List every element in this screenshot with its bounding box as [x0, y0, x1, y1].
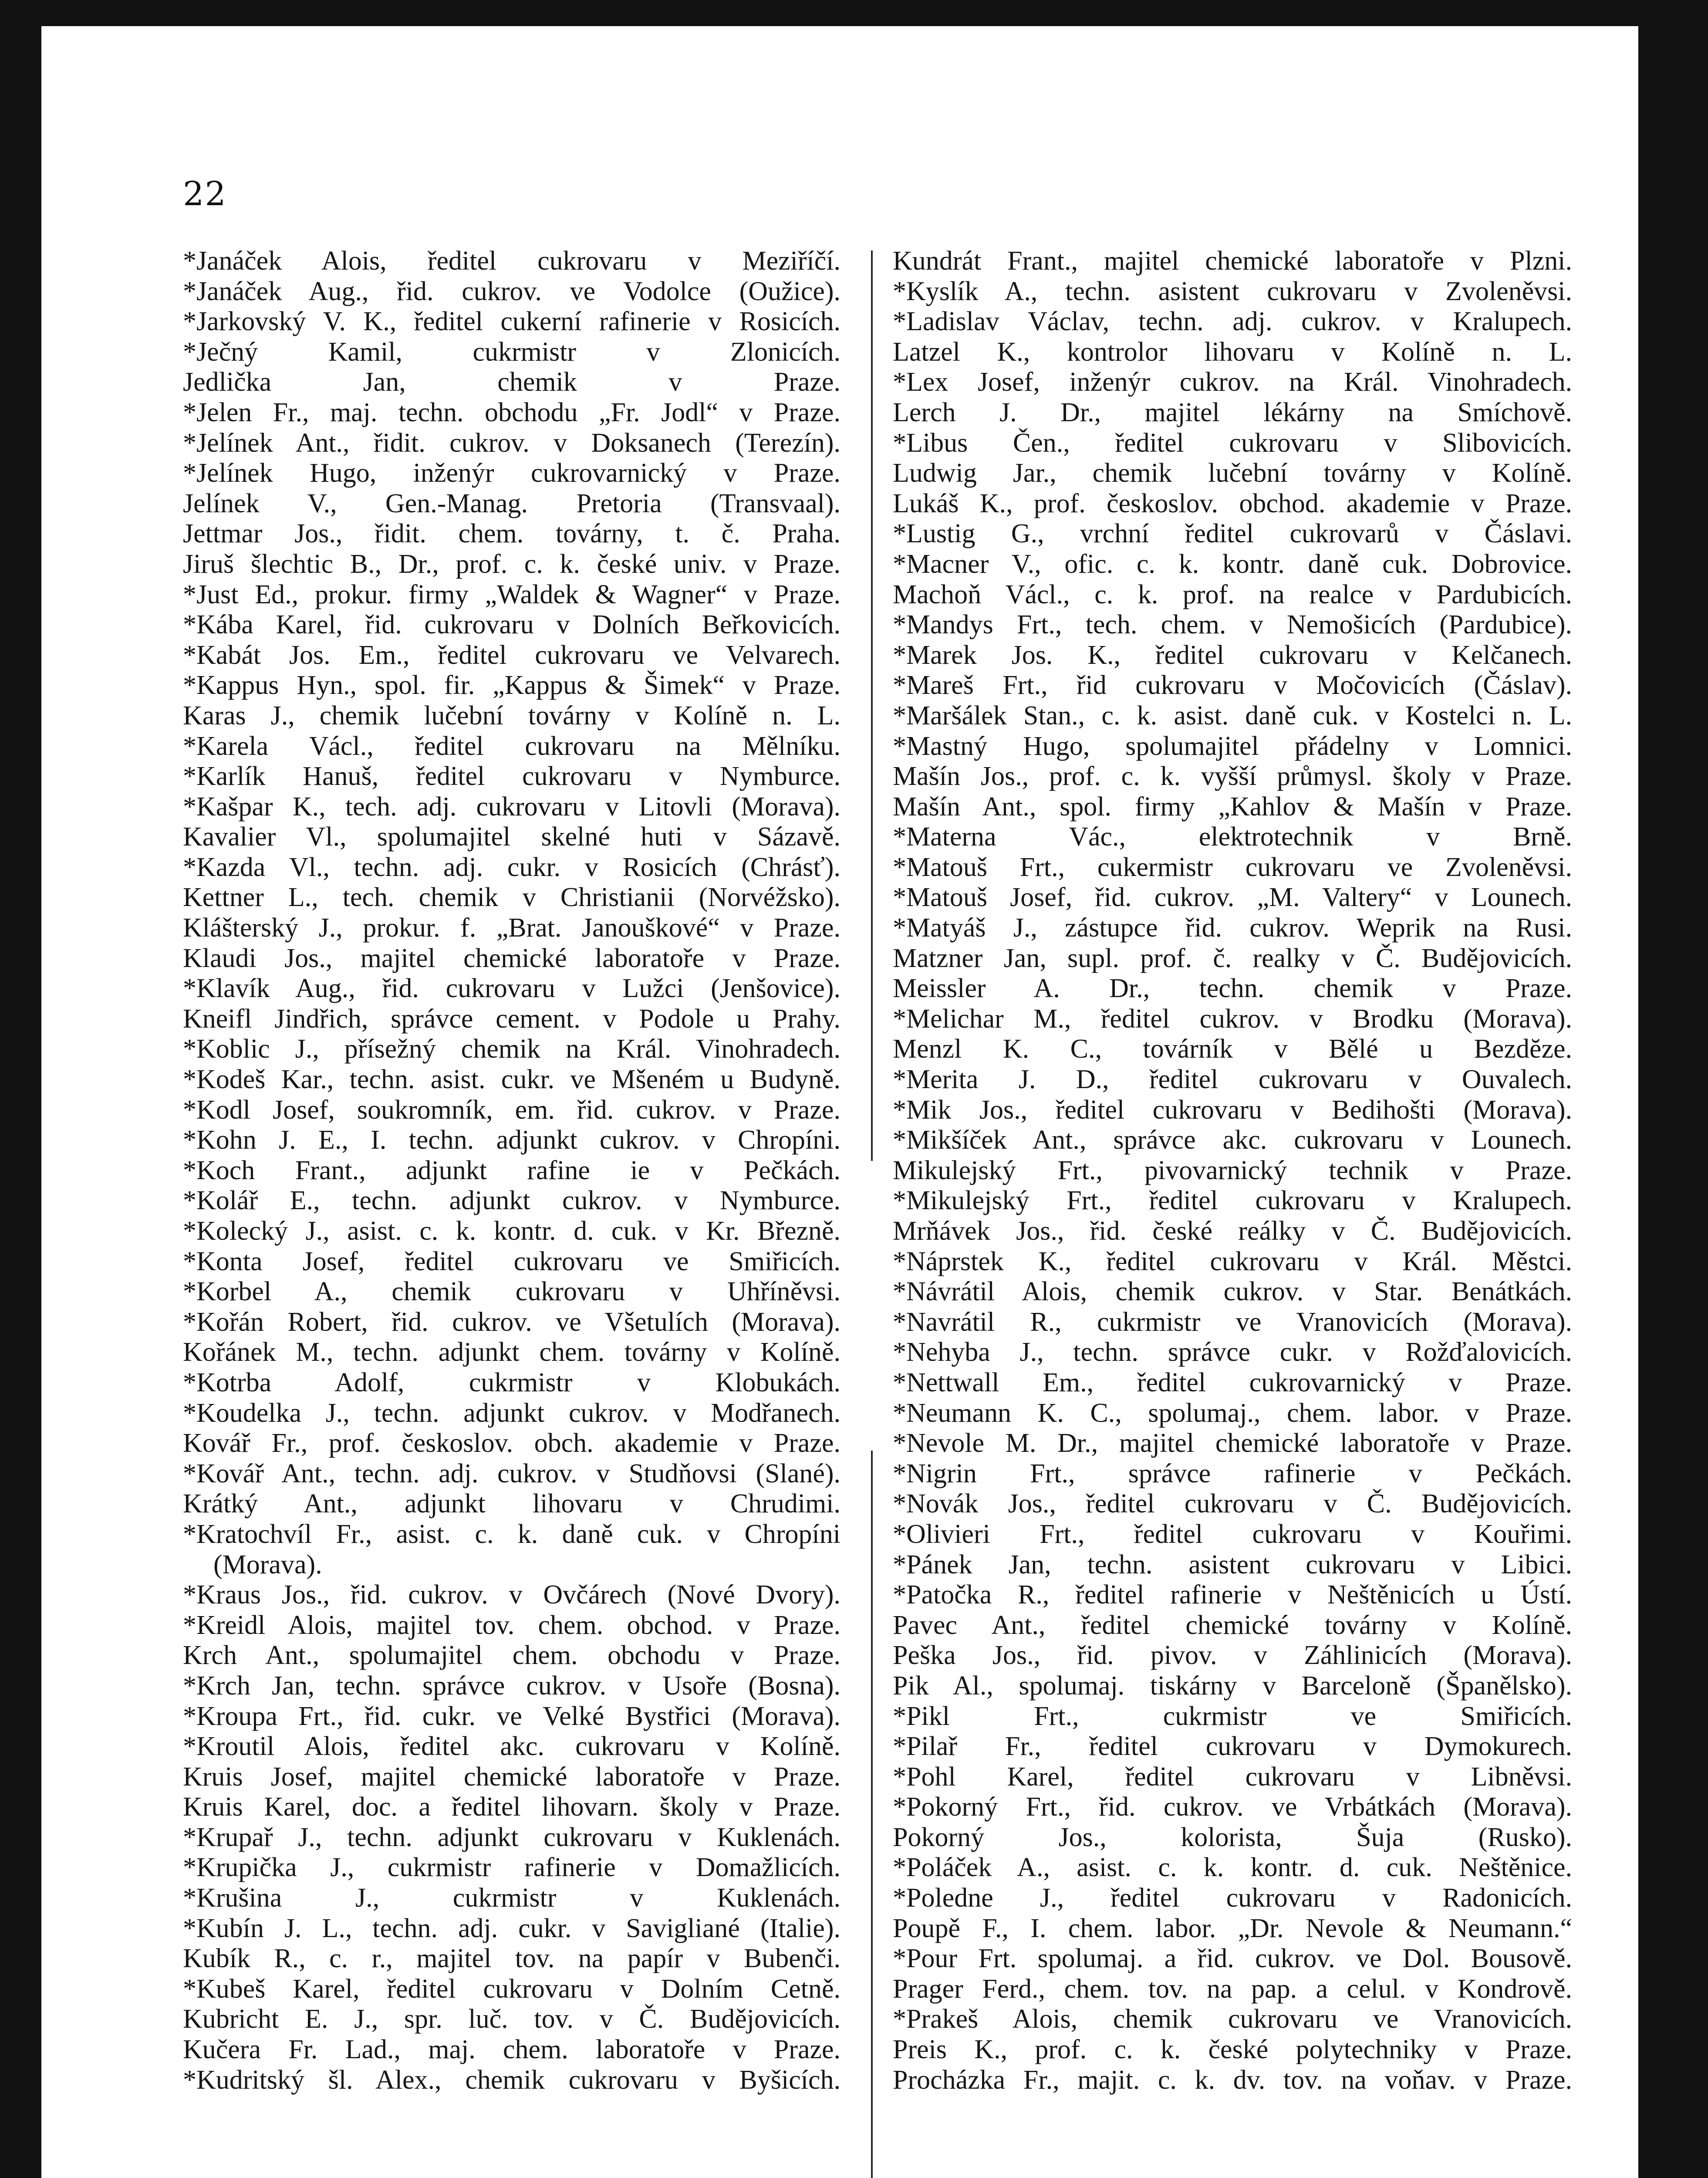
- directory-entry: *Karlík Hanuš, ředitel cukrovaru v Nymburce.: [183, 761, 840, 791]
- directory-entry: *Krch Jan, techn. správce cukrov. v Usoře (Bosna).: [183, 1671, 840, 1701]
- directory-entry: *Krušina J., cukrmistr v Kuklenách.: [183, 1883, 840, 1913]
- directory-entry: Krch Ant., spolumajitel chem. obchodu v Praze.: [183, 1640, 840, 1671]
- directory-entry: Kořánek M., techn. adjunkt chem. továrny v Kolíně.: [183, 1337, 840, 1367]
- directory-entry: *Konta Josef, ředitel cukrovaru ve Smiřicích.: [183, 1246, 840, 1276]
- directory-entry: *Just Ed., prokur. firmy „Waldek & Wagner“ v Praze.: [183, 579, 840, 609]
- directory-entry: Kubricht E. J., spr. luč. tov. v Č. Budějovicích.: [183, 2004, 840, 2034]
- directory-entry: Pokorný Jos., kolorista, Šuja (Rusko).: [893, 1822, 1572, 1852]
- directory-entry: *Matyáš J., zástupce řid. cukrov. Weprik na Rusi.: [893, 913, 1572, 943]
- directory-entry: Poupě F., I. chem. labor. „Dr. Nevole & Neumann.“: [893, 1913, 1572, 1943]
- directory-entry: *Mikulejský Frt., ředitel cukrovaru v Kralupech.: [893, 1186, 1572, 1216]
- directory-entry: Lukáš K., prof. českoslov. obchod. akademie v Praze.: [893, 488, 1572, 518]
- directory-entry: *Kovář Ant., techn. adj. cukrov. v Studňovsi (Slané).: [183, 1458, 840, 1488]
- directory-entry: Meissler A. Dr., techn. chemik v Praze.: [893, 974, 1572, 1004]
- directory-entry: *Kodl Josef, soukromník, em. řid. cukrov. v Praze.: [183, 1095, 840, 1125]
- directory-entry: *Kubeš Karel, ředitel cukrovaru v Dolním Cetně.: [183, 1974, 840, 2004]
- directory-entry: *Mareš Frt., řid cukrovaru v Močovicích (Čáslav).: [893, 670, 1572, 700]
- directory-entry: *Patočka R., ředitel rafinerie v Neštěnicích u Ústí.: [893, 1580, 1572, 1610]
- directory-entry: *Návrátil Alois, chemik cukrov. v Star. Benátkách.: [893, 1277, 1572, 1307]
- directory-entry: Klaudi Jos., majitel chemické laboratoře v Praze.: [183, 943, 840, 973]
- directory-entry: *Mikšíček Ant., správce akc. cukrovaru v Lounech.: [893, 1125, 1572, 1155]
- directory-entry: Mašín Ant., spol. firmy „Kahlov & Mašín v Praze.: [893, 791, 1572, 822]
- directory-entry: *Kraus Jos., řid. cukrov. v Ovčárech (Nové Dvory).: [183, 1580, 840, 1610]
- directory-entry: *Jarkovský V. K., ředitel cukerní rafinerie v Rosicích.: [183, 307, 840, 337]
- directory-entry: Mikulejský Frt., pivovarnický technik v Praze.: [893, 1155, 1572, 1185]
- directory-entry: *Matouš Frt., cukermistr cukrovaru ve Zvoleněvsi.: [893, 852, 1572, 882]
- directory-entry: *Prakeš Alois, chemik cukrovaru ve Vranovicích.: [893, 2004, 1572, 2034]
- directory-entry: *Kubín J. L., techn. adj. cukr. v Savigliané (Italie).: [183, 1913, 840, 1943]
- directory-entry: Kruis Josef, majitel chemické laboratoře v Praze.: [183, 1762, 840, 1792]
- directory-entry: *Pikl Frt., cukrmistr ve Smiřicích.: [893, 1701, 1572, 1731]
- directory-entry: Pik Al., spolumaj. tiskárny v Barceloně (Španělsko).: [893, 1671, 1572, 1701]
- directory-entry: *Kratochvíl Fr., asist. c. k. daně cuk. v Chropíni: [183, 1519, 840, 1549]
- scan-border-top: [0, 0, 1708, 26]
- directory-entry: *Kazda Vl., techn. adj. cukr. v Rosicích (Chrásť).: [183, 852, 840, 882]
- directory-entry: *Nehyba J., techn. správce cukr. v Rožďalovicích.: [893, 1337, 1572, 1367]
- directory-entry: *Pánek Jan, techn. asistent cukrovaru v Libici.: [893, 1549, 1572, 1579]
- directory-entry: *Matouš Josef, řid. cukrov. „M. Valtery“ v Lounech.: [893, 883, 1572, 913]
- directory-entry: Kettner L., tech. chemik v Christianii (Norvéžsko).: [183, 883, 840, 913]
- directory-entry: *Neumann K. C., spolumaj., chem. labor. v Praze.: [893, 1398, 1572, 1428]
- directory-entry: *Pohl Karel, ředitel cukrovaru v Libněvsi.: [893, 1762, 1572, 1792]
- directory-entry: *Mik Jos., ředitel cukrovaru v Bedihošti (Morava).: [893, 1095, 1572, 1125]
- directory-entry: Mrňávek Jos., řid. české reálky v Č. Budějovicích.: [893, 1216, 1572, 1246]
- directory-entry: *Klavík Aug., řid. cukrovaru v Lužci (Jenšovice).: [183, 974, 840, 1004]
- right-column: [893, 246, 1572, 2095]
- directory-entry: Mašín Jos., prof. c. k. vyšší průmysl. školy v Praze.: [893, 761, 1572, 791]
- directory-entry: Ludwig Jar., chemik lučební továrny v Kolíně.: [893, 458, 1572, 488]
- directory-entry: *Materna Vác., elektrotechnik v Brně.: [893, 822, 1572, 852]
- directory-entry: *Lustig G., vrchní ředitel cukrovarů v Čáslavi.: [893, 519, 1572, 549]
- directory-entry: *Koudelka J., techn. adjunkt cukrov. v Modřanech.: [183, 1398, 840, 1428]
- directory-entry: *Kába Karel, řid. cukrovaru v Dolních Beřkovicích.: [183, 610, 840, 640]
- directory-entry: *Koblic J., přísežný chemik na Král. Vinohradech.: [183, 1034, 840, 1064]
- directory-entry: *Novák Jos., ředitel cukrovaru v Č. Budějovicích.: [893, 1489, 1572, 1519]
- directory-entry: Kundrát Frant., majitel chemické laboratoře v Plzni.: [893, 246, 1572, 276]
- directory-entry: Kovář Fr., prof. českoslov. obch. akademie v Praze.: [183, 1428, 840, 1458]
- directory-entry: Klášterský J., prokur. f. „Brat. Janouškové“ v Praze.: [183, 913, 840, 943]
- directory-entry: Kneifl Jindřich, správce cement. v Podole u Prahy.: [183, 1004, 840, 1034]
- directory-entry: Kučera Fr. Lad., maj. chem. laboratoře v Praze.: [183, 2035, 840, 2065]
- directory-entry: *Kořán Robert, řid. cukrov. ve Všetulích (Morava).: [183, 1307, 840, 1337]
- directory-entry: *Kolář E., techn. adjunkt cukrov. v Nymburce.: [183, 1186, 840, 1216]
- directory-entry: Menzl K. C., továrník v Bělé u Bezdĕze.: [893, 1034, 1572, 1064]
- directory-entry: *Kašpar K., tech. adj. cukrovaru v Litovli (Morava).: [183, 791, 840, 822]
- left-column: [183, 246, 840, 2095]
- directory-entry: *Kolecký J., asist. c. k. kontr. d. cuk. v Kr. Březně.: [183, 1216, 840, 1246]
- directory-entry: Matzner Jan, supl. prof. č. realky v Č. Budějovicích.: [893, 943, 1572, 973]
- directory-entry: *Kreidl Alois, majitel tov. chem. obchod. v Praze.: [183, 1610, 840, 1640]
- directory-entry: Jedlička Jan, chemik v Praze.: [183, 367, 840, 397]
- directory-entry: *Poledne J., ředitel cukrovaru v Radonicích.: [893, 1883, 1572, 1913]
- column-divider: [871, 1451, 873, 2178]
- directory-entry: *Melichar M., ředitel cukrov. v Brodku (Morava).: [893, 1004, 1572, 1034]
- directory-entry: Preis K., prof. c. k. české polytechniky v Praze.: [893, 2035, 1572, 2065]
- directory-entry: *Macner V., ofic. c. k. kontr. daně cuk. Dobrovice.: [893, 549, 1572, 579]
- directory-entry: Karas J., chemik lučební továrny v Kolíně n. L.: [183, 700, 840, 731]
- directory-entry: *Krupař J., techn. adjunkt cukrovaru v Kuklenách.: [183, 1822, 840, 1852]
- directory-entry: *Marek Jos. K., ředitel cukrovaru v Kelčanech.: [893, 640, 1572, 670]
- directory-entry: Latzel K., kontrolor lihovaru v Kolíně n. L.: [893, 337, 1572, 367]
- directory-entry: *Kroupa Frt., řid. cukr. ve Velké Bystřici (Morava).: [183, 1701, 840, 1731]
- directory-entry: *Ječný Kamil, cukrmistr v Zlonicích.: [183, 337, 840, 367]
- directory-entry: *Nigrin Frt., správce rafinerie v Pečkách.: [893, 1458, 1572, 1488]
- scan-border-left: [0, 0, 41, 2178]
- directory-entry: Peška Jos., řid. pivov. v Záhlinicích (Morava).: [893, 1640, 1572, 1671]
- directory-entry: *Maršálek Stan., c. k. asist. daně cuk. v Kostelci n. L.: [893, 700, 1572, 731]
- directory-entry: *Navrátil R., cukrmistr ve Vranovicích (Morava).: [893, 1307, 1572, 1337]
- directory-entry: Jelínek V., Gen.-Manag. Pretoria (Transvaal).: [183, 488, 840, 518]
- directory-entry: *Pokorný Frt., řid. cukrov. ve Vrbátkách (Morava).: [893, 1792, 1572, 1822]
- directory-entry: *Jelínek Hugo, inženýr cukrovarnický v Praze.: [183, 458, 840, 488]
- directory-entry: *Kodeš Kar., techn. asist. cukr. ve Mšeném u Budyně.: [183, 1065, 840, 1095]
- directory-entry: *Nevole M. Dr., majitel chemické laboratoře v Praze.: [893, 1428, 1572, 1458]
- directory-entry: *Korbel A., chemik cukrovaru v Uhříněvsi.: [183, 1277, 840, 1307]
- directory-entry: *Kabát Jos. Em., ředitel cukrovaru ve Velvarech.: [183, 640, 840, 670]
- directory-entry: *Jelen Fr., maj. techn. obchodu „Fr. Jodl“ v Praze.: [183, 397, 840, 427]
- directory-entry: Krátký Ant., adjunkt lihovaru v Chrudimi.: [183, 1489, 840, 1519]
- directory-entry: Pavec Ant., ředitel chemické továrny v Kolíně.: [893, 1610, 1572, 1640]
- directory-entry: Jettmar Jos., řidit. chem. továrny, t. č. Praha.: [183, 519, 840, 549]
- directory-entry: *Nettwall Em., ředitel cukrovarnický v Praze.: [893, 1367, 1572, 1397]
- directory-entry: *Ladislav Václav, techn. adj. cukrov. v Kralupech.: [893, 307, 1572, 337]
- directory-entry: *Kotrba Adolf, cukrmistr v Klobukách.: [183, 1367, 840, 1397]
- directory-entry: Jiruš šlechtic B., Dr., prof. c. k. české univ. v Praze.: [183, 549, 840, 579]
- directory-entry: *Krupička J., cukrmistr rafinerie v Domažlicích.: [183, 1853, 840, 1883]
- directory-entry: *Merita J. D., ředitel cukrovaru v Ouvalech.: [893, 1065, 1572, 1095]
- directory-entry: *Pour Frt. spolumaj. a řid. cukrov. ve Dol. Bousově.: [893, 1944, 1572, 1974]
- directory-entry: *Kohn J. E., I. techn. adjunkt cukrov. v Chropíni.: [183, 1125, 840, 1155]
- directory-entry: *Koch Frant., adjunkt rafine ie v Pečkách.: [183, 1155, 840, 1185]
- directory-entry: *Lex Josef, inženýr cukrov. na Král. Vinohradech.: [893, 367, 1572, 397]
- directory-entry: *Janáček Aug., řid. cukrov. ve Vodolce (Oužice).: [183, 276, 840, 306]
- directory-entry: *Jelínek Ant., řidit. cukrov. v Doksanech (Terezín).: [183, 428, 840, 458]
- directory-entry: Procházka Fr., majit. c. k. dv. tov. na voňav. v Praze.: [893, 2065, 1572, 2095]
- page-number: 22: [183, 174, 227, 213]
- directory-entry: *Kappus Hyn., spol. fir. „Kappus & Šimek“ v Praze.: [183, 670, 840, 700]
- directory-entry: *Náprstek K., ředitel cukrovaru v Král. Městci.: [893, 1246, 1572, 1276]
- directory-entry: Kavalier Vl., spolumajitel skelné huti v Sázavě.: [183, 822, 840, 852]
- directory-entry: *Libus Čen., ředitel cukrovaru v Slibovicích.: [893, 428, 1572, 458]
- directory-entry: *Mandys Frt., tech. chem. v Nemošicích (Pardubice).: [893, 610, 1572, 640]
- directory-entry: *Kyslík A., techn. asistent cukrovaru v Zvoleněvsi.: [893, 276, 1572, 306]
- directory-entry: *Karela Václ., ředitel cukrovaru na Mělníku.: [183, 731, 840, 761]
- directory-entry: *Poláček A., asist. c. k. kontr. d. cuk. Neštěnice.: [893, 1853, 1572, 1883]
- directory-entry: Lerch J. Dr., majitel lékárny na Smíchově.: [893, 397, 1572, 427]
- directory-entry: Kruis Karel, doc. a ředitel lihovarn. školy v Praze.: [183, 1792, 840, 1822]
- directory-entry: Machoň Václ., c. k. prof. na realce v Pardubicích.: [893, 579, 1572, 609]
- directory-entry: Prager Ferd., chem. tov. na pap. a celul. v Kondrově.: [893, 1974, 1572, 2004]
- directory-entry: *Kudritský šl. Alex., chemik cukrovaru v Byšicích.: [183, 2065, 840, 2095]
- column-divider: [871, 250, 873, 1161]
- directory-entry: *Kroutil Alois, ředitel akc. cukrovaru v Kolíně.: [183, 1732, 840, 1762]
- directory-entry: (Morava).: [213, 1549, 322, 1579]
- directory-entry: *Janáček Alois, ředitel cukrovaru v Meziříčí.: [183, 246, 840, 276]
- directory-entry: *Pilař Fr., ředitel cukrovaru v Dymokurech.: [893, 1732, 1572, 1762]
- directory-entry: *Mastný Hugo, spolumajitel přádelny v Lomnici.: [893, 731, 1572, 761]
- directory-entry: *Olivieri Frt., ředitel cukrovaru v Kouřimi.: [893, 1519, 1572, 1549]
- directory-entry: Kubík R., c. r., majitel tov. na papír v Bubenči.: [183, 1944, 840, 1974]
- scan-border-right: [1638, 0, 1708, 2178]
